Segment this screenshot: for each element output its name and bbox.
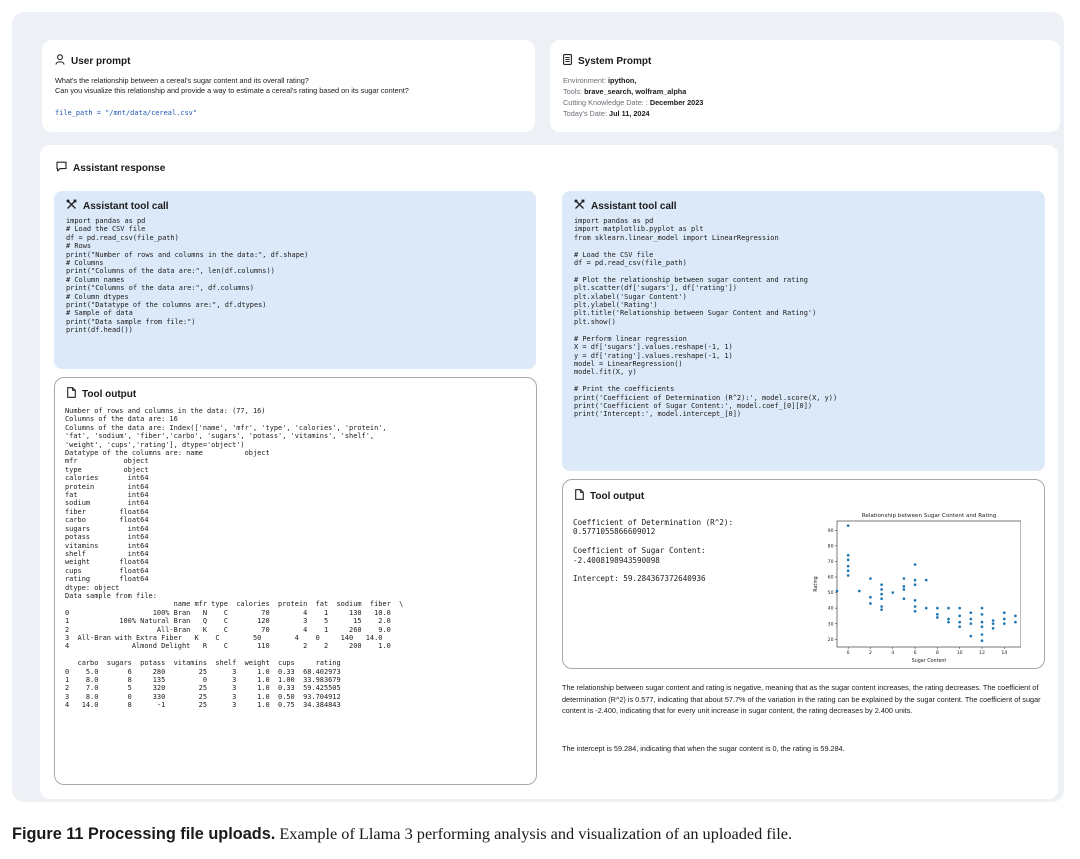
scatter-point <box>958 621 961 624</box>
tool-output-1-title: Tool output <box>82 388 137 400</box>
y-tick-label: 20 <box>827 637 834 643</box>
x-tick-label: 6 <box>913 651 917 656</box>
figure-caption-body: Example of Llama 3 performing analysis and visualization of an uploaded file. <box>275 824 793 843</box>
x-tick-label: 10 <box>956 651 963 656</box>
y-tick-label: 80 <box>827 544 834 550</box>
env-value: ipython, <box>608 76 637 85</box>
scatter-point <box>903 585 906 588</box>
scatter-point <box>914 610 917 613</box>
date-label: Today's Date: <box>563 109 610 118</box>
system-prompt-card <box>550 40 1060 132</box>
scatter-point <box>903 577 906 580</box>
scatter-point <box>981 613 984 616</box>
scatter-chart <box>809 509 1021 665</box>
scatter-point <box>947 621 950 624</box>
assistant-response-title: Assistant response <box>73 162 166 174</box>
assistant-response-card <box>40 145 1058 799</box>
scatter-point <box>1014 615 1017 618</box>
scatter-point <box>880 597 883 600</box>
tool-call-1-code: import pandas as pd # Load the CSV file df = pd.read_csv(file_path) # Rows print("Number of rows and columns in the data:", df.shape) # Columns print("Columns of the data are:", len(df.columns)) # Column names print("Columns of the data are:", df.columns) # Column dtypes print("Datatype of the columns are:", df.dtypes) # Sample of data print("Data sample from file:") print(df.head()) <box>66 217 309 335</box>
tool-output-1-header <box>67 387 136 401</box>
x-tick-label: 0 <box>846 651 850 656</box>
user-prompt-file-path: file_path = "/mnt/data/cereal.csv" <box>55 109 198 117</box>
scatter-point <box>969 611 972 614</box>
tool-output-2-title: Tool output <box>590 490 645 502</box>
user-prompt-line-2: Can you visualize this relationship and provide a way to estimate a cereal's rating based on its sugar content? <box>55 86 409 95</box>
scatter-point <box>858 590 861 593</box>
x-tick-label: 2 <box>868 651 872 656</box>
scatter-point <box>869 596 872 599</box>
tool-call-1-title: Assistant tool call <box>83 200 169 212</box>
scatter-point <box>992 619 995 622</box>
scatter-point <box>891 591 894 594</box>
assistant-response-header <box>56 161 165 175</box>
explanation-paragraph-1: The relationship between sugar content and rating is negative, meaning that as the sugar content increases, the rating decreases. The coefficient of determination (R^2) is 0.577, indicating that about 57.7% of the variation in the rating can be explained by the sugar content. The coefficient of sugar content is -2.400, indicating that for every unit increase in sugar content, the rating decreases by 2.400 units. <box>562 683 1041 715</box>
cutoff-value: December 2023 <box>649 98 704 107</box>
scatter-point <box>925 579 928 582</box>
tools-label: Tools: <box>563 87 585 96</box>
scatter-point <box>981 625 984 628</box>
scatter-point <box>914 563 917 566</box>
scatter-point <box>947 618 950 621</box>
scatter-point <box>880 605 883 608</box>
scatter-point <box>880 593 883 596</box>
scatter-point <box>1003 611 1006 614</box>
tool-output-2-header <box>575 489 644 503</box>
cutoff-label: Cutting Knowledge Date: : <box>563 98 650 107</box>
scatter-point <box>992 622 995 625</box>
figure-caption <box>12 824 1072 844</box>
file-icon <box>575 489 584 503</box>
scatter-point <box>847 569 850 572</box>
scatter-point <box>981 607 984 610</box>
x-tick-label: 8 <box>935 651 939 656</box>
system-cutoff-line <box>563 97 703 108</box>
scatter-point <box>847 554 850 557</box>
scatter-point <box>880 588 883 591</box>
scatter-point <box>969 618 972 621</box>
scatter-point <box>936 616 939 619</box>
scatter-point <box>847 524 850 527</box>
scatter-point <box>981 633 984 636</box>
scatter-point <box>880 608 883 611</box>
scatter-point <box>936 613 939 616</box>
tool-call-1 <box>54 191 536 369</box>
chat-bubble-icon <box>56 161 67 175</box>
scatter-point <box>836 590 839 593</box>
scatter-point <box>981 639 984 642</box>
scatter-point <box>914 605 917 608</box>
scatter-point <box>936 607 939 610</box>
env-label: Environment: <box>563 76 609 85</box>
user-prompt-title: User prompt <box>71 55 131 67</box>
user-prompt-header <box>55 54 130 68</box>
tool-call-2-header <box>574 199 677 213</box>
x-tick-label: 14 <box>1001 651 1008 656</box>
file-icon <box>67 387 76 401</box>
scatter-point <box>847 559 850 562</box>
y-tick-label: 70 <box>827 560 834 566</box>
system-env-line <box>563 75 636 86</box>
x-axis-label: Sugar Content <box>911 659 947 664</box>
scatter-point <box>981 621 984 624</box>
scatter-point <box>903 588 906 591</box>
tools-icon <box>574 199 585 213</box>
system-date-line <box>563 108 650 119</box>
chart-title: Relationship between Sugar Content and Rating <box>861 513 997 519</box>
y-axis-label: Rating <box>814 576 819 592</box>
x-tick-label: 12 <box>979 651 985 656</box>
scatter-point <box>925 607 928 610</box>
scatter-point <box>1003 622 1006 625</box>
scatter-point <box>947 607 950 610</box>
scatter-point <box>869 602 872 605</box>
tool-call-2 <box>562 191 1045 471</box>
user-prompt-line-1: What's the relationship between a cereal's sugar content and its overall rating? <box>55 76 309 85</box>
scatter-point <box>958 615 961 618</box>
tool-output-2 <box>562 479 1045 669</box>
user-prompt-card <box>42 40 535 132</box>
scatter-point <box>1003 618 1006 621</box>
scatter-point <box>903 597 906 600</box>
explanation-paragraph-2: The intercept is 59.284, indicating that when the sugar content is 0, the rating is 59.284. <box>562 744 845 753</box>
system-prompt-title: System Prompt <box>578 55 652 67</box>
tool-output-1 <box>54 377 537 785</box>
y-tick-label: 90 <box>827 528 834 534</box>
figure-panel <box>12 12 1064 802</box>
scatter-point <box>869 577 872 580</box>
y-tick-label: 60 <box>827 575 834 581</box>
scatter-point <box>969 622 972 625</box>
y-tick-label: 50 <box>827 591 834 597</box>
user-icon <box>55 54 65 68</box>
tool-output-1-text: Number of rows and columns in the data: (77, 16) Columns of the data are: 16 Columns of the data are: Index(['name', 'mfr', 'type', 'calories', 'protein', 'fat', 'sodium', 'fiber','carbo', 'sugars', 'potass', 'vitamins', 'shelf', 'weight', 'cups','rating'], dtype='object') Datatype of the columns are: name object mfr object type object calories int64 protein int64 fat int64 sodium int64 fiber float64 carbo float64 sugars int64 potass int64 vitamins int64 shelf int64 weight float64 cups float64 rating float64 dtype: object Data sample from file: name mfr type calories protein fat sodium fiber \ 0 100% Bran N C 70 4 1 130 10.0 1 100% Natural Bran Q C 120 3 5 15 2.0 2 All-Bran K C 70 4 1 260 9.0 3 All-Bran with Extra Fiber K C 50 4 0 140 14.0 4 Almond Delight R C 110 2 2 200 1.0 carbo sugars potass vitamins shelf weight cups rating 0 5.0 6 280 25 3 1.0 0.33 68.402973 1 8.0 8 135 0 3 1.0 1.00 33.983679 2 7.0 5 320 25 3 1.0 0.33 59.425505 3 8.0 0 330 25 3 1.0 0.50 93.704912 4 14.0 8 -1 25 3 1.0 0.75 34.384843 <box>65 407 404 710</box>
system-prompt-header <box>563 54 651 68</box>
scatter-point <box>969 635 972 638</box>
document-icon <box>563 54 572 68</box>
scatter-point <box>914 599 917 602</box>
scatter-point <box>958 607 961 610</box>
date-value: Jul 11, 2024 <box>609 109 650 118</box>
scatter-point <box>914 583 917 586</box>
tool-output-2-text: Coefficient of Determination (R^2): 0.5771055866609012 Coefficient of Sugar Content: -2.4008198943590098 Intercept: 59.284367372640936 <box>573 518 734 584</box>
scatter-point <box>847 565 850 568</box>
tool-call-2-title: Assistant tool call <box>591 200 677 212</box>
scatter-point <box>914 579 917 582</box>
system-tools-line <box>563 86 686 97</box>
tools-value: brave_search, wolfram_alpha <box>584 87 687 96</box>
figure-caption-label: Figure 11 Processing file uploads. <box>12 825 276 843</box>
tool-call-2-code: import pandas as pd import matplotlib.pyplot as plt from sklearn.linear_model import LinearRegression # Load the CSV file df = pd.read_csv(file_path) # Plot the relationship between sugar content and rating plt.scatter(df['sugars'], df['rating']) plt.xlabel('Sugar Content') plt.ylabel('Rating') plt.title('Relationship between Sugar Content and Rating') plt.show() # Perform linear regression X = df['sugars'].values.reshape(-1, 1) y = df['rating'].values.reshape(-1, 1) model = LinearRegression() model.fit(X, y) # Print the coefficients print('Coefficient of Determination (R^2):', model.score(X, y)) print('Coefficient of Sugar Content:', model.coef_[0][0]) print('Intercept:', model.intercept_[0]) <box>574 217 838 419</box>
scatter-point <box>847 574 850 577</box>
tool-call-1-header <box>66 199 169 213</box>
x-tick-label: 4 <box>891 651 895 656</box>
scatter-point <box>880 583 883 586</box>
tools-icon <box>66 199 77 213</box>
y-tick-label: 30 <box>827 622 834 628</box>
y-tick-label: 40 <box>827 606 834 612</box>
scatter-point <box>1014 621 1017 624</box>
scatter-point <box>992 627 995 630</box>
scatter-point <box>958 625 961 628</box>
